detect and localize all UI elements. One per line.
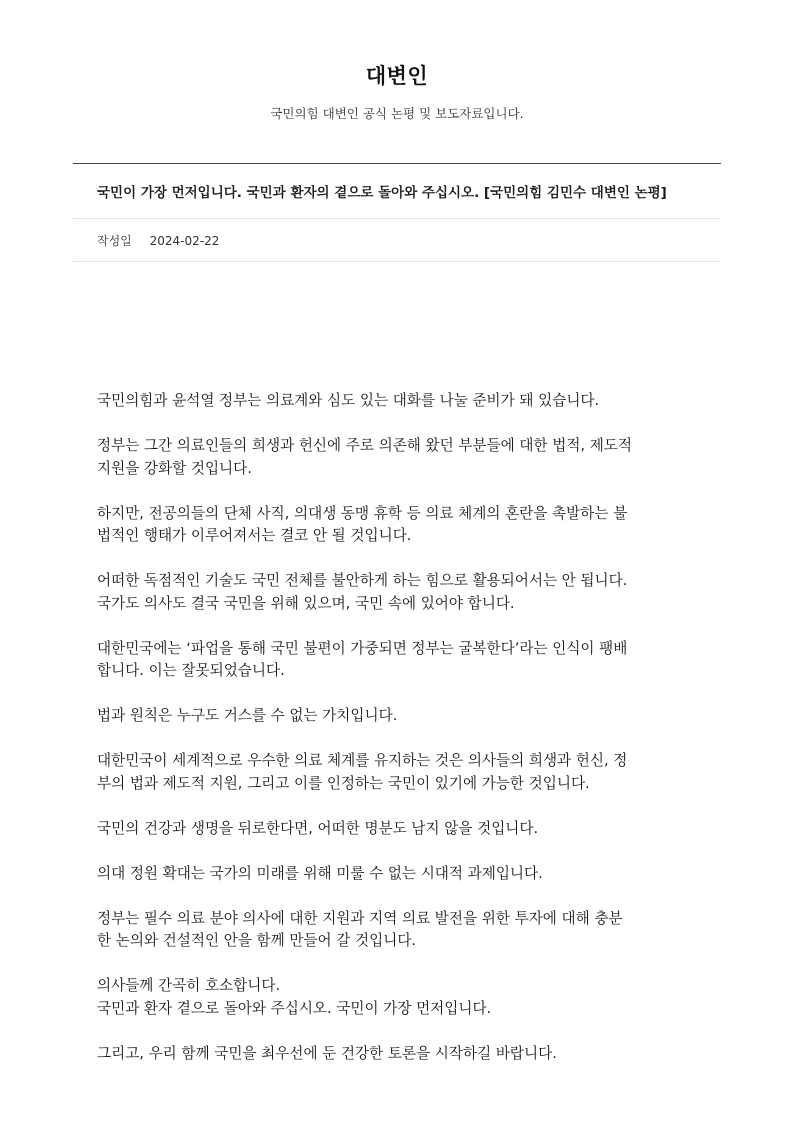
paragraph-line: 어떠한 독점적인 기술도 국민 전체를 불안하게 하는 힘으로 활용되어서는 안 됩니다. (97, 572, 628, 589)
paragraph-line: 한 논의와 건설적인 안을 함께 만들어 갈 것입니다. (97, 932, 417, 949)
date-label: 작성일 (97, 234, 132, 248)
article-meta (97, 232, 219, 249)
paragraph-line: 합니다. 이는 잘못되었습니다. (97, 662, 285, 679)
paragraph-line: 정부는 그간 의료인들의 희생과 헌신에 주로 의존해 왔던 부분들에 대한 법적, 제도적 (97, 437, 632, 454)
paragraph-line: 국민의힘과 윤석열 정부는 의료계와 심도 있는 대화를 나눌 준비가 돼 있습니다. (97, 392, 600, 409)
paragraph-line: 국민의 건강과 생명을 뒤로한다면, 어떠한 명분도 남지 않을 것입니다. (97, 819, 539, 837)
paragraph-line: 하지만, 전공의들의 단체 사직, 의대생 동맹 휴학 등 의료 체계의 혼란을 촉발하는 불 (97, 504, 628, 522)
body-paragraph (97, 750, 707, 795)
header-divider (73, 163, 721, 164)
paragraph-line: 국민과 환자 곁으로 돌아와 주십시오. 국민이 가장 먼저입니다. (97, 999, 492, 1017)
site-subtitle: 국민의힘 대변인 공식 논평 및 보도자료입니다. (270, 106, 524, 121)
publish-date: 2024-02-22 (149, 234, 220, 248)
paragraph-line: 대한민국이 세계적으로 우수한 의료 체계를 유지하는 것은 의사들의 희생과 헌신, 정 (97, 752, 628, 769)
paragraph-line: 그리고, 우리 함께 국민을 최우선에 둔 건강한 토론을 시작하길 바랍니다. (97, 1044, 557, 1062)
paragraph-line: 정부는 필수 의료 분야 의사에 대한 지원과 지역 의료 발전을 위한 투자에 대해 충분 (97, 909, 623, 927)
body-paragraph (97, 863, 707, 886)
paragraph-line: 부의 법과 제도적 지원, 그리고 이를 인정하는 국민이 있기에 가능한 것입니다. (97, 774, 590, 792)
article-title: 국민이 가장 먼저입니다. 국민과 환자의 곁으로 돌아와 주십시오. [국민의힘 김민수 대변인 논평] (97, 185, 667, 201)
body-paragraph (97, 908, 707, 953)
paragraph-line: 지원을 강화할 것입니다. (97, 459, 252, 477)
paragraph-line: 의대 정원 확대는 국가의 미래를 위해 미룰 수 없는 시대적 과제입니다. (97, 864, 543, 882)
body-paragraph (97, 818, 707, 841)
article-body (97, 390, 707, 1088)
body-paragraph (97, 975, 707, 1020)
body-paragraph (97, 570, 707, 615)
body-paragraph (97, 705, 707, 728)
paragraph-line: 법과 원칙은 누구도 거스를 수 없는 가치입니다. (97, 707, 398, 724)
paragraph-line: 국가도 의사도 결국 국민을 위해 있으며, 국민 속에 있어야 합니다. (97, 594, 515, 612)
paragraph-line: 법적인 행태가 이루어져서는 결코 안 될 것입니다. (97, 527, 412, 544)
site-title: 대변인 (365, 64, 429, 88)
paragraph-line: 의사들께 간곡히 호소합니다. (97, 977, 281, 994)
body-paragraph (97, 1043, 707, 1066)
body-paragraph (97, 503, 707, 548)
paragraph-line: 대한민국에는 ‘파업을 통해 국민 불편이 가중되면 정부는 굴복한다’라는 인식이 팽배 (97, 639, 628, 657)
body-paragraph (97, 435, 707, 480)
body-paragraph (97, 390, 707, 413)
body-paragraph (97, 638, 707, 683)
meta-divider (73, 261, 721, 262)
title-divider (73, 218, 721, 219)
